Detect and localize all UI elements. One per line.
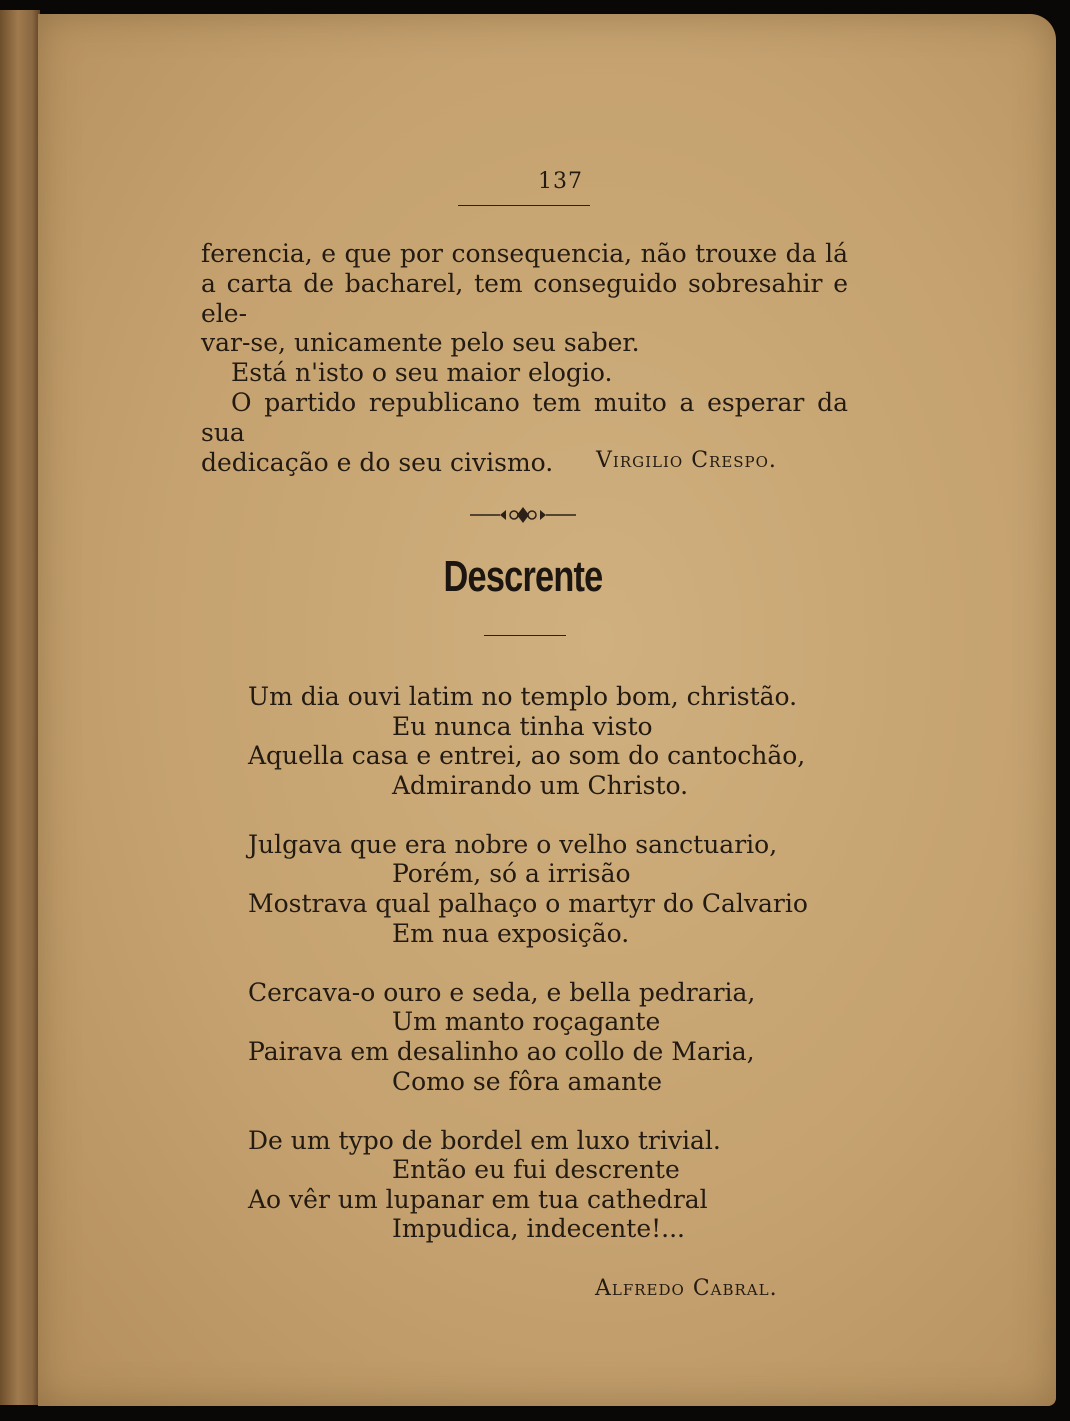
- verse-line: Aquella casa e entrei, ao som do cantochão,: [248, 741, 806, 771]
- verse-line: Como se fôra amante: [392, 1066, 663, 1096]
- book-page: [38, 14, 1056, 1406]
- title-rule: [484, 635, 566, 636]
- verse-line: Então eu fui descrente: [392, 1155, 680, 1185]
- verse-line: Mostrava qual palhaço o martyr do Calvario: [248, 889, 808, 919]
- poem-title: Descrente: [443, 552, 603, 601]
- ornament-divider-icon: [468, 502, 578, 528]
- verse-line: De um typo de bordel em luxo trivial.: [248, 1125, 721, 1155]
- verse-line: Julgava que era nobre o velho sanctuario,: [248, 829, 778, 859]
- verse-line: Eu nunca tinha visto: [392, 711, 653, 741]
- prose-line: O partido republicano tem muito a esperar da sua: [201, 387, 848, 447]
- verse-line: Porém, só a irrisão: [392, 859, 631, 889]
- prose-line: dedicação e do seu civismo.: [201, 447, 554, 477]
- verse-line: Um dia ouvi latim no templo bom, christão.: [248, 682, 798, 711]
- poem-body: [248, 682, 808, 1274]
- header-rule: [458, 205, 590, 206]
- verse-line: Pairava em desalinho ao collo de Maria,: [248, 1036, 755, 1066]
- prose-line: ferencia, e que por consequencia, não trouxe da lá: [201, 239, 848, 268]
- verse-line: Em nua exposição.: [392, 918, 630, 948]
- verse-line: Admirando um Christo.: [392, 770, 689, 800]
- prose-block: [201, 239, 848, 477]
- verse-line: Cercava-o ouro e seda, e bella pedraria,: [248, 977, 756, 1007]
- stanza: [248, 1126, 808, 1244]
- verse-line: Um manto roçagante: [392, 1007, 661, 1037]
- prose-line: var-se, unicamente pelo seu saber.: [201, 328, 640, 358]
- prose-signature: Virgilio Crespo.: [596, 448, 777, 473]
- stanza: [248, 978, 808, 1096]
- verse-line: Ao vêr um lupanar em tua cathedral: [248, 1184, 708, 1214]
- prose-line: a carta de bacharel, tem conseguido sobresahir e ele-: [201, 268, 848, 328]
- poem-signature: Alfredo Cabral.: [595, 1276, 778, 1301]
- verse-line: Impudica, indecente!...: [392, 1214, 686, 1244]
- stanza: [248, 682, 808, 800]
- prose-line: Está n'isto o seu maior elogio.: [231, 358, 613, 388]
- book-spine-edge: [0, 10, 40, 1405]
- page-number: 137: [538, 169, 583, 194]
- stanza: [248, 830, 808, 948]
